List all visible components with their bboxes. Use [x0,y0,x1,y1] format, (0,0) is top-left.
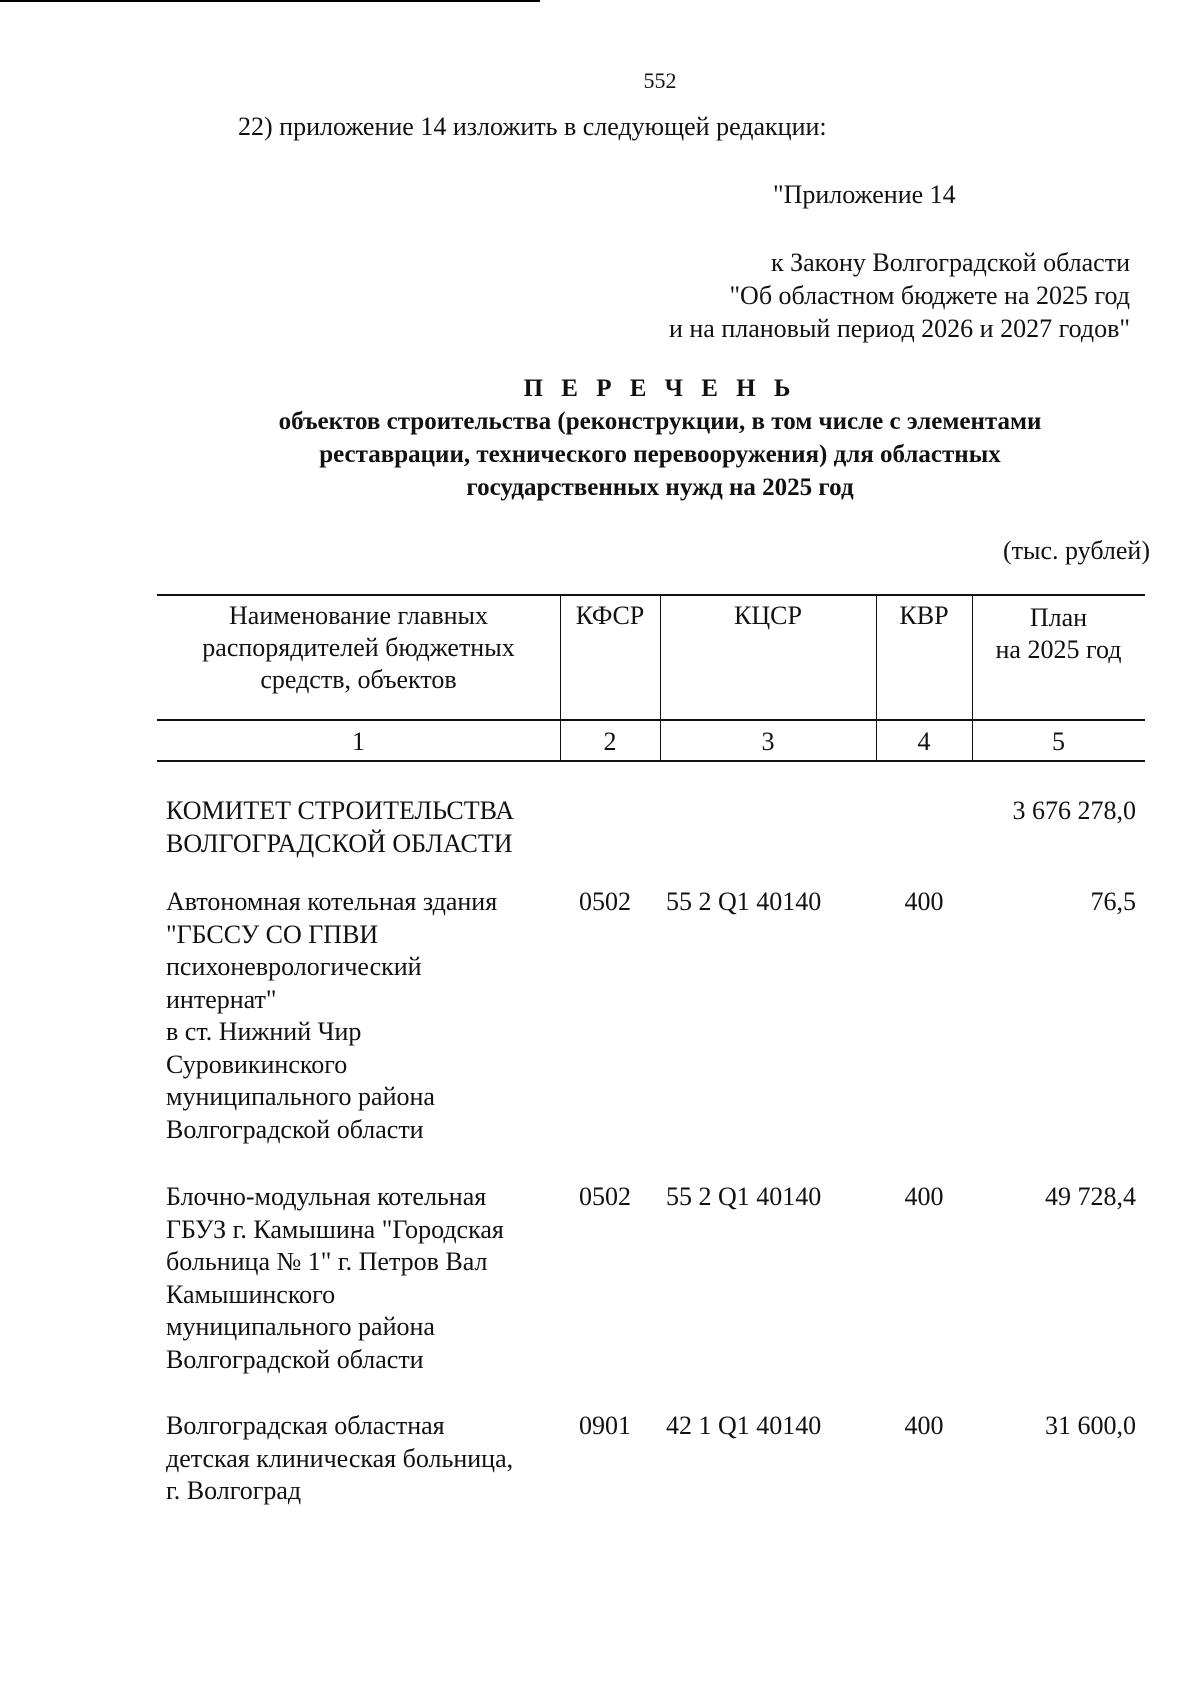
header-kfsr: КФСР [575,601,645,630]
row-plan: 31 600,0 [1045,1411,1136,1440]
column-numbers-divider [157,760,1145,762]
row-kfsr: 0502 [579,1182,631,1211]
header-kvr: КВР [899,601,949,630]
row-plan: 76,5 [1090,887,1136,916]
law-reference-line-1: к Закону Волгоградской области [770,248,1130,277]
row-name: КОМИТЕТ СТРОИТЕЛЬСТВА ВОЛГОГРАДСКОЙ ОБЛАСТИ [166,796,515,858]
table-top-border [157,594,1145,596]
row-name: Автономная котельная здания "ГБССУ СО ГПВИ психоневрологический интернат" в ст. Нижний Чир Суровикинского муниципального района Волгоградской области [166,887,498,1144]
scan-edge-line [0,0,540,2]
row-kfsr: 0901 [579,1411,631,1440]
row-kcsr: 55 2 Q1 40140 [666,887,822,916]
column-number-1: 1 [352,727,365,756]
row-plan: 49 728,4 [1045,1182,1136,1211]
header-name: Наименование главных распорядителей бюджетных средств, объектов [202,601,515,694]
row-kcsr: 55 2 Q1 40140 [666,1182,822,1211]
page-number: 552 [643,68,677,93]
law-reference [600,246,1130,345]
header-plan: План на 2025 год [995,603,1122,664]
units-label: (тыс. рублей) [1002,536,1150,565]
column-number-4: 4 [917,727,931,756]
column-number-2: 2 [603,727,617,756]
law-reference-line-2: "Об областном бюджете на 2025 год [729,281,1130,310]
row-name: Волгоградская областная детская клиническая больница, г. Волгоград [166,1411,514,1505]
row-name: Блочно-модульная котельная ГБУЗ г. Камышина "Городская больница № 1" г. Петров Вал Камышинского муниципального района Волгоградской области [166,1182,504,1374]
amendment-intro: 22) приложение 14 изложить в следующей редакции: [238,112,827,141]
row-kvr: 400 [904,1182,944,1211]
heading-title: П Е Р Е Ч Е Н Ь [523,375,797,402]
heading-line-1: объектов строительства (реконструкции, в том числе с элементами [278,408,1042,435]
header-kcsr: КЦСР [734,601,802,630]
column-number-5: 5 [1052,727,1065,756]
row-kvr: 400 [904,1411,944,1440]
row-plan: 3 676 278,0 [1012,796,1136,825]
heading-line-2: реставрации, технического перевооружения) для областных [319,441,1001,468]
row-kvr: 400 [904,887,944,916]
appendix-title: "Приложение 14 [773,180,956,209]
header-divider [157,719,1145,721]
row-kcsr: 42 1 Q1 40140 [666,1411,822,1440]
row-kfsr: 0502 [579,887,631,916]
document-heading [150,372,1170,504]
law-reference-line-3: и на плановый период 2026 и 2027 годов" [668,314,1130,343]
column-number-3: 3 [761,727,775,756]
heading-line-3: государственных нужд на 2025 год [466,474,854,501]
